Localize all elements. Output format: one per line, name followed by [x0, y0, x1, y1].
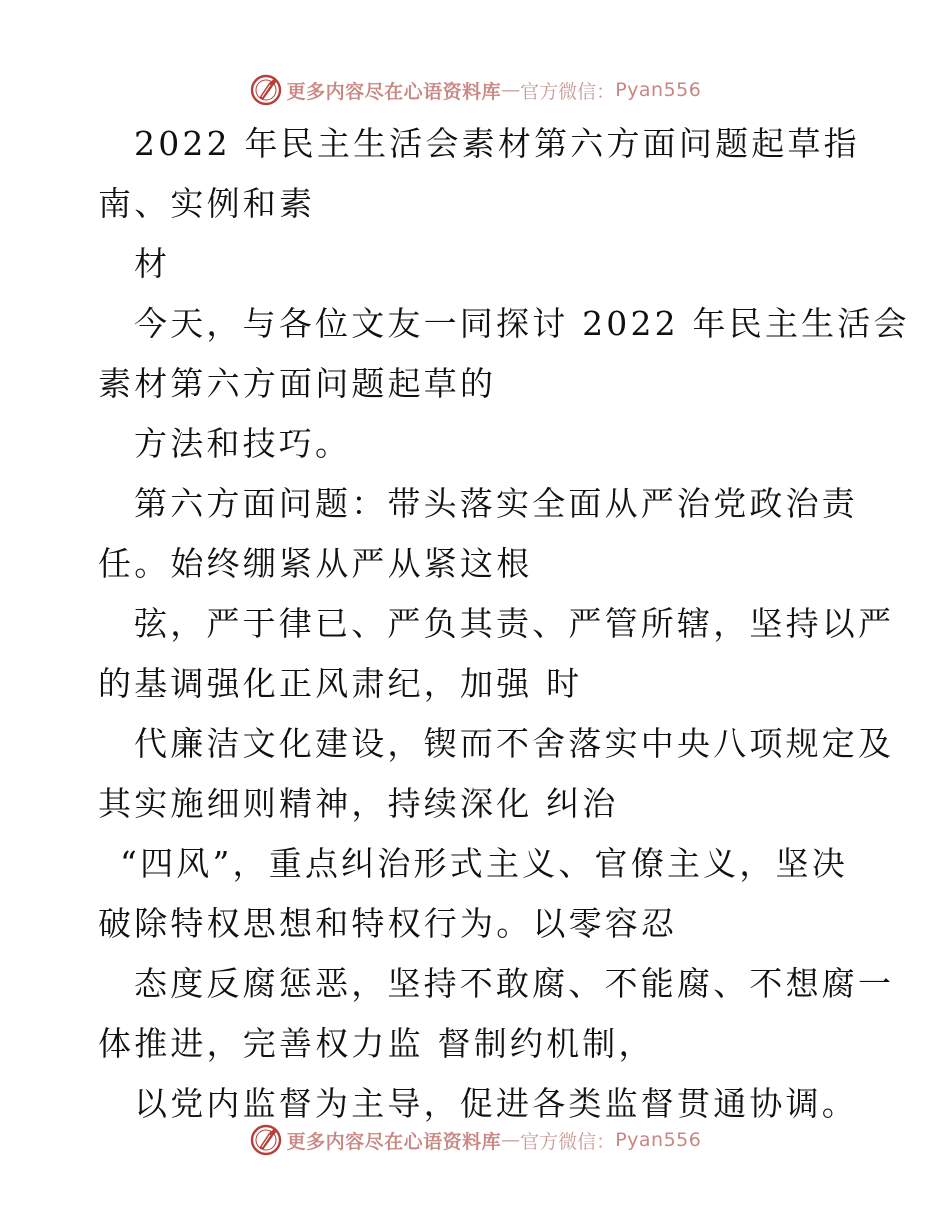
paragraph-line: 破除特权思想和特权行为。以零容忍	[98, 904, 678, 943]
title-line-3: 材	[134, 244, 171, 283]
watermark-wechat-label: 官方微信：	[520, 80, 616, 103]
paragraph-line: 其实施细则精神，持续深化 纠治	[98, 784, 619, 823]
watermark-wechat-id: Pyan556	[615, 79, 702, 101]
title-line-1: 2022 年民主生活会素材第六方面问题起草指	[134, 124, 860, 163]
paragraph-line: 第六方面问题：带头落实全面从严治党政治责	[134, 484, 858, 523]
paragraph-line: 今天，与各位文友一同探讨 2022 年民主生活会	[134, 304, 910, 343]
watermark-wechat-label: 官方微信：	[520, 1130, 616, 1153]
paragraph-line: 体推进，完善权力监 督制约机制，	[98, 1024, 655, 1063]
watermark-site-name: 更多内容尽在心语资料库	[286, 1130, 502, 1153]
paragraph-line: 以党内监督为主导，促进各类监督贯通协调。	[134, 1084, 858, 1123]
title-line-2: 南、实例和素	[98, 184, 316, 223]
paragraph-line: 素材第六方面问题起草的	[98, 364, 497, 403]
watermark-separator: —	[501, 1129, 521, 1151]
paragraph-line: 代廉洁文化建设，锲而不舍落实中央八项规定及	[134, 724, 895, 763]
pen-nib-seal-icon	[249, 1123, 283, 1157]
watermark-site-name: 更多内容尽在心语资料库	[286, 80, 502, 103]
pen-nib-seal-icon	[249, 73, 283, 107]
watermark-separator: —	[501, 79, 521, 101]
paragraph-line: 的基调强化正风肃纪，加强 时	[98, 664, 583, 703]
paragraph-line: 任。始终绷紧从严从紧这根	[98, 544, 533, 583]
watermark-wechat-id: Pyan556	[615, 1129, 702, 1151]
paragraph-line: 方法和技巧。	[134, 424, 352, 463]
paragraph-line: 态度反腐惩恶，坚持不敢腐、不能腐、不想腐一	[134, 964, 895, 1003]
footer-watermark	[0, 1120, 950, 1160]
paragraph-line: “四风”，重点纠治形式主义、官僚主义，坚决	[120, 844, 848, 883]
header-watermark	[0, 70, 950, 110]
paragraph-line: 弦，严于律已、严负其责、严管所辖，坚持以严	[134, 604, 895, 643]
